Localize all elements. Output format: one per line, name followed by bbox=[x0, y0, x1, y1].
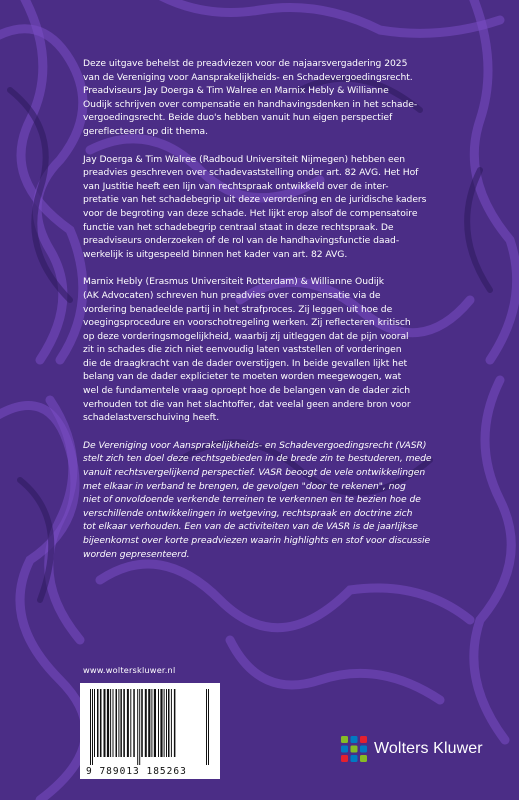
barcode-bar bbox=[141, 689, 143, 757]
barcode-bar bbox=[168, 689, 170, 757]
barcode-bar bbox=[100, 689, 102, 757]
barcode-bar bbox=[97, 689, 99, 757]
vasr-paragraph: De Vereniging voor Aansprakelijkheids- en Schadevergoedingsrecht (VASR) stelt zich ten doel deze rechtsgebieden in de brede zin te bestuderen, mede vanuit rechtsvergelijkend perspectief. VASR beoogt de vele ontwikkelingen met elkaar in verband te brengen, de gevolgen "door te rekenen", nog niet of onvoldoende verkende terreinen te verkennen en te bezien hoe de verschillende ontwikkelingen in wetgeving, rechtspraak en doctrine zich tot elkaar verhouden. Een van de activiteiten van de VASR is de jaarlijkse bijeenkomst over korte preadviezen waarin highlights en stof voor discussie worden gepresenteerd. bbox=[83, 439, 432, 560]
barcode-bar bbox=[133, 689, 135, 757]
barcode-bar bbox=[145, 689, 147, 757]
barcode-bar bbox=[127, 689, 129, 757]
barcode-bar bbox=[171, 689, 172, 757]
barcode-bar bbox=[130, 689, 131, 757]
back-cover-text bbox=[83, 57, 503, 575]
barcode-bar bbox=[137, 689, 138, 765]
barcode-bar bbox=[118, 689, 119, 757]
barcode-bar bbox=[139, 689, 140, 765]
barcode-bars bbox=[88, 689, 212, 765]
publisher-name: Wolters Kluwer bbox=[374, 740, 483, 757]
barcode-bar bbox=[206, 689, 207, 765]
barcode-bar bbox=[164, 689, 165, 757]
barcode-bar bbox=[151, 689, 152, 757]
barcode-bar bbox=[208, 689, 209, 765]
publisher-logo bbox=[340, 735, 483, 763]
barcode-bar bbox=[123, 689, 125, 757]
isbn-barcode bbox=[80, 683, 220, 779]
barcode-bar bbox=[90, 689, 91, 765]
doerga-walree-paragraph: Jay Doerga & Tim Walree (Radboud Universiteit Nijmegen) hebben een preadvies geschreven over schadevaststelling onder art. 82 AVG. Het Hof van Justitie heeft een lijn van rechtspraak ontwikkeld over de inter- pretatie van het schadebegrip uit deze verordening en de juridische kaders voor de begroting van deze schade. Het lijkt erop alsof de compensatoire functie van het schadebegrip centraal staat in deze rechtspraak. De preadviseurs onderzoeken of de rol van de handhavingsfunctie daad- werkelijk is uitgespeeld binnen het kader van art. 82 AVG. bbox=[83, 153, 427, 260]
wolters-kluwer-logo-icon bbox=[340, 735, 368, 763]
barcode-bar bbox=[174, 689, 176, 757]
barcode-bar bbox=[120, 689, 122, 757]
publisher-website: www.wolterskluwer.nl bbox=[83, 665, 176, 675]
barcode-bar bbox=[158, 689, 159, 757]
barcode-bar bbox=[92, 689, 93, 765]
barcode-bar bbox=[166, 689, 167, 757]
barcode-bar bbox=[110, 689, 111, 757]
hebly-oudijk-paragraph: Marnix Hebly (Erasmus Universiteit Rotterdam) & Willianne Oudijk (AK Advocaten) schreven hun preadvies over compensatie via de vordering benadeelde partij in het strafproces. Zij leggen uit hoe de voegingsprocedure en voorschotregeling werken. Zij reflecteren kritisch op deze vorderingsmogelijkheid, waarbij zij uitleggen dat de pijn vooral zit in schades die zich niet eenvoudig laten vaststellen of vorderingen die de draagkracht van de dader overstijgen. In beide gevallen lijkt het belang van de dader explicieter te moeten worden meegewogen, wat wel de fundamentele vraag oproept hoe de belangen van de dader zich verhouden tot die van het slachtoffer, dat veelal geen andere bron voor schadelastverschuiving heeft. bbox=[83, 276, 411, 424]
barcode-bar bbox=[116, 689, 118, 757]
isbn-number: 9 789013 185263 bbox=[86, 766, 187, 777]
intro-paragraph: Deze uitgave behelst de preadviezen voor de najaarsvergadering 2025 van de Vereniging voor Aansprakelijkheids- en Schadevergoedingsrecht. Preadviseurs Jay Doerga & Tim Walree en Marnix Hebly & Willianne Oudijk schrijven over compensatie en handhavingsdenken in het schade- vergoedingsrecht. Beide duo's hebben vanuit hun eigen perspectief gereflecteerd op dit thema. bbox=[83, 58, 418, 137]
barcode-bar bbox=[94, 689, 95, 757]
barcode-bar bbox=[104, 689, 106, 757]
barcode-bar bbox=[160, 689, 162, 757]
barcode-bar bbox=[154, 689, 156, 757]
barcode-bar bbox=[113, 689, 114, 757]
barcode-bar bbox=[148, 689, 150, 757]
barcode-bar bbox=[107, 689, 109, 757]
